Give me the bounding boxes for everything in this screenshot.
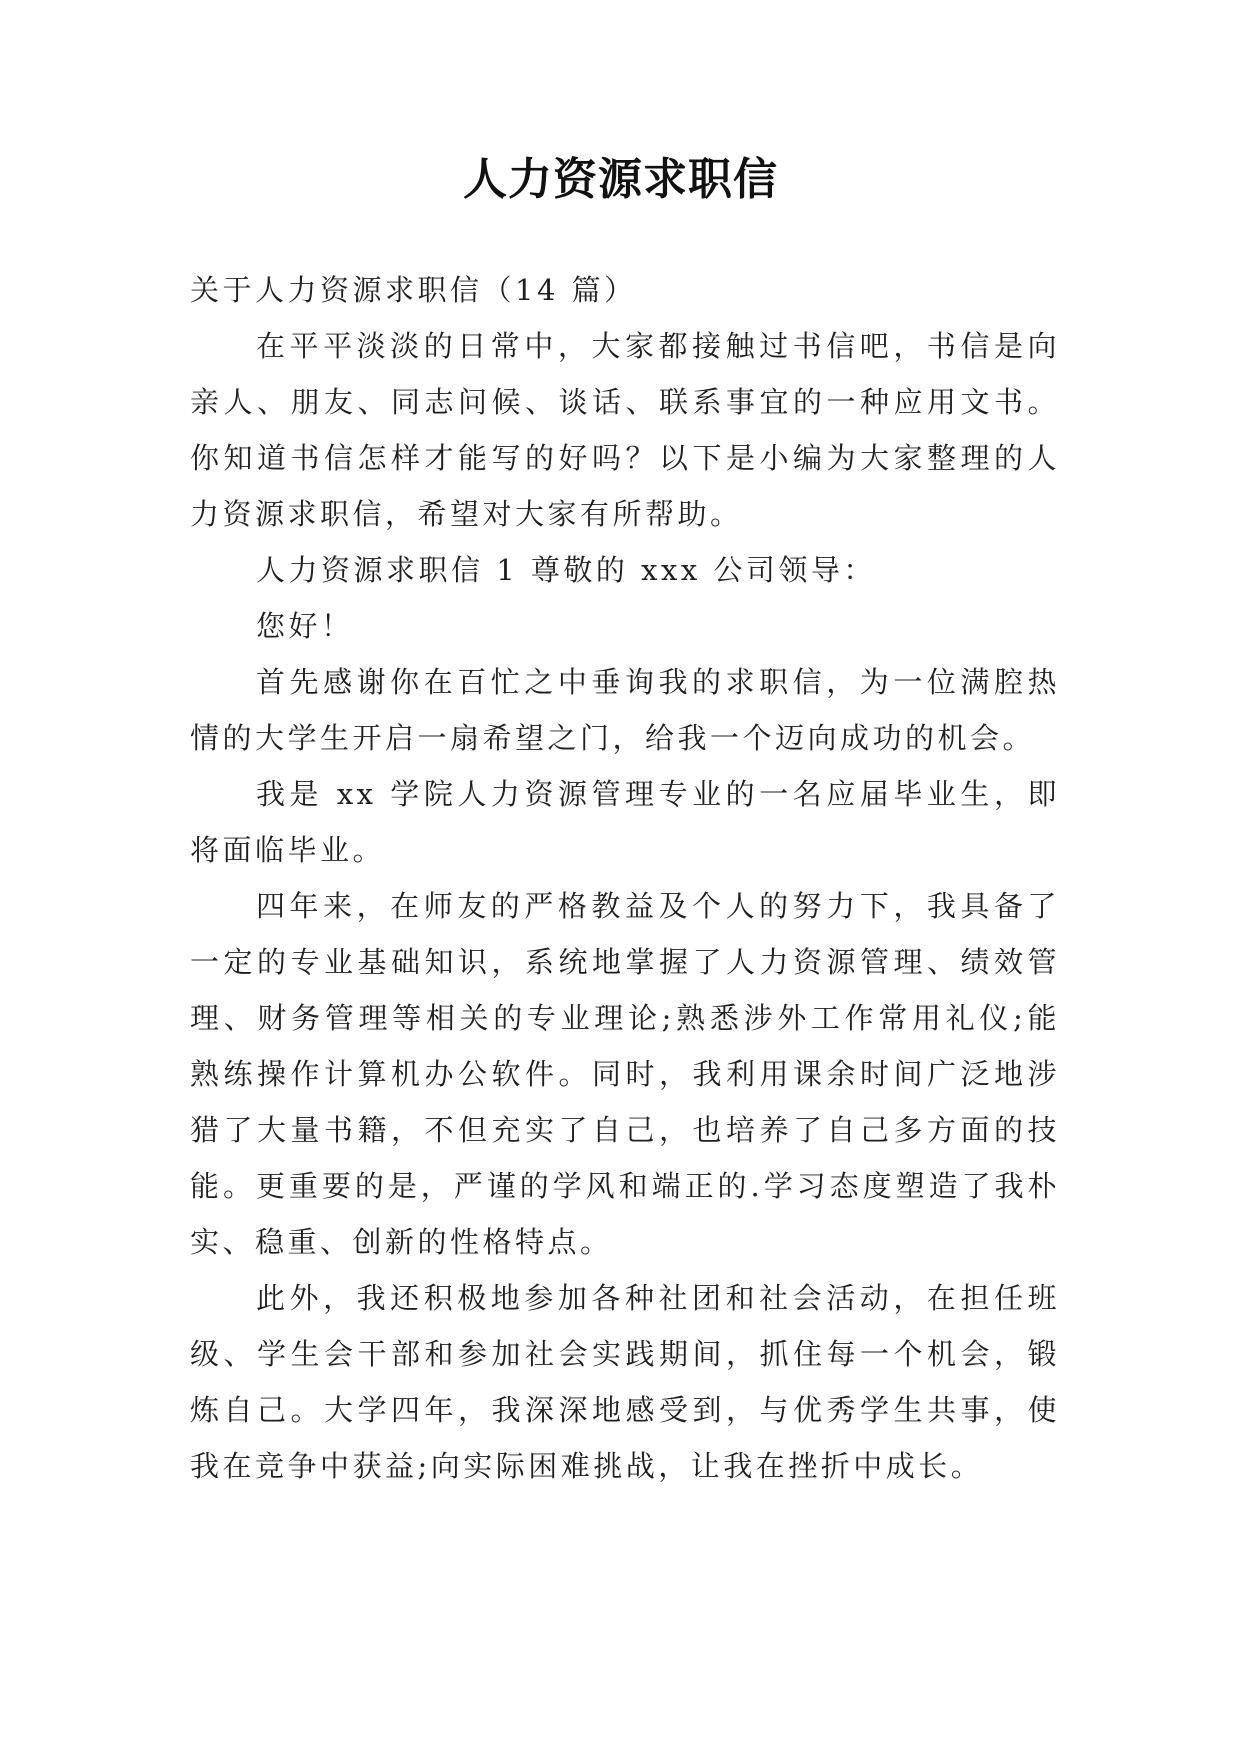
document-body	[190, 262, 1060, 1494]
intro-paragraph: 在平平淡淡的日常中，大家都接触过书信吧，书信是向亲人、朋友、同志问候、谈话、联系事宜的一种应用文书。你知道书信怎样才能写的好吗？以下是小编为大家整理的人力资源求职信，希望对大家有所帮助。	[190, 329, 1060, 531]
body-paragraph-activities: 此外，我还积极地参加各种社团和社会活动，在担任班级、学生会干部和参加社会实践期间，抓住每一个机会，锻炼自己。大学四年，我深深地感受到，与优秀学生共事，使我在竞争中获益;向实际困难挑战，让我在挫折中成长。	[190, 1281, 1060, 1483]
body-paragraph-skills: 四年来，在师友的严格教益及个人的努力下，我具备了一定的专业基础知识，系统地掌握了人力资源管理、绩效管理、财务管理等相关的专业理论;熟悉涉外工作常用礼仪;能熟练操作计算机办公软件。同时，我利用课余时间广泛地涉猎了大量书籍，不但充实了自己，也培养了自己多方面的技能。更重要的是，严谨的学风和端正的.学习态度塑造了我朴实、稳重、创新的性格特点。	[190, 889, 1060, 1259]
body-paragraph-thanks: 首先感谢你在百忙之中垂询我的求职信，为一位满腔热情的大学生开启一扇希望之门，给我一个迈向成功的机会。	[190, 665, 1060, 755]
letter-heading: 人力资源求职信 1 尊敬的 xxx 公司领导：	[256, 553, 876, 587]
greeting: 您好！	[256, 609, 354, 643]
body-paragraph-intro: 我是 xx 学院人力资源管理专业的一名应届毕业生，即将面临毕业。	[190, 777, 1060, 867]
document-title: 人力资源求职信	[463, 154, 778, 205]
document-subtitle: 关于人力资源求职信（14 篇）	[190, 273, 637, 307]
